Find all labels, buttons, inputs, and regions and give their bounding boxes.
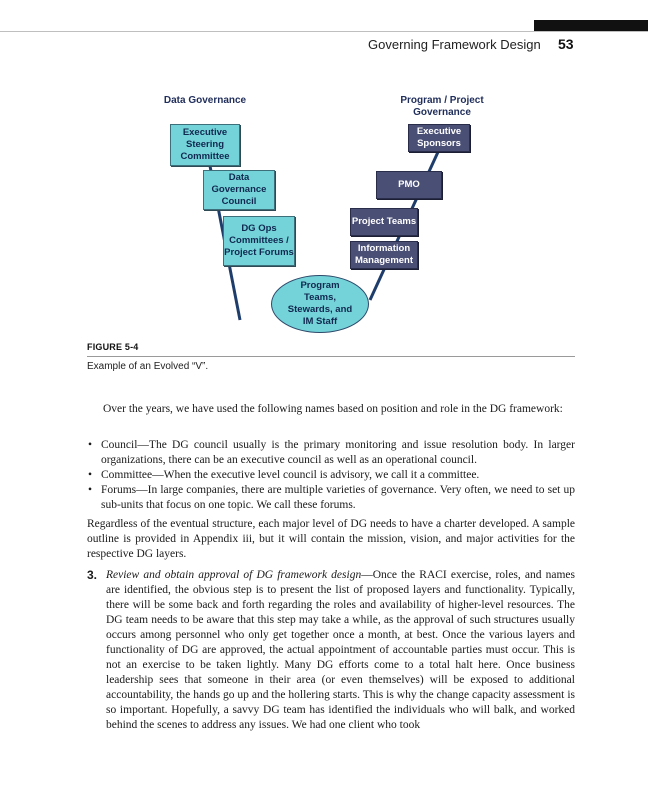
pmo-box: PMO	[376, 171, 442, 199]
figure-caption: Example of an Evolved “V”.	[87, 361, 209, 372]
naming-bullet-list	[87, 438, 575, 513]
executive-sponsors-box: Executive Sponsors	[408, 124, 470, 152]
information-management-box: Information Management	[350, 241, 418, 269]
step-3-text: —Once the RACI exercise, roles, and names are identified, the obvious step is to present the list of proposed layers and functionality. Typically, there will be some back and forth regarding the roles and availability of higher-level resources. The DG team needs to be aware that this step may take a while, as the approval of such structures usually occurs among personnel who only get together once a month, at best. Once the various layers and functionality of DG are approved, the actual appointment of accountable parties must occur. This is not an exercise to be taken lightly. Many DG efforts come to a total halt here. Once business leadership sees that someone in their area (or even themselves) will be exposed to additional accountability, the hands go up and the hollering starts. This is why the change capacity assessment is so important. Hopefully, a savvy DG team has identified the individuals who will balk, and worked behind the scenes to address any issues. We had one client who took	[106, 569, 575, 731]
bullet-council-text: Council—The DG council usually is the primary monitoring and issue resolution body. In larger organizations, there can be an executive council as well as an operational council.	[101, 439, 575, 466]
project-teams-box: Project Teams	[350, 208, 418, 236]
bullet-dot: •	[88, 439, 93, 451]
data-governance-heading: Data Governance	[163, 95, 247, 106]
bullet-committee	[87, 468, 575, 483]
figure-label: FIGURE 5-4	[87, 342, 139, 352]
intro-paragraph: Over the years, we have used the following names based on position and role in the DG framework:	[103, 403, 563, 415]
step-3-body	[106, 568, 575, 733]
page-number: 53	[558, 36, 574, 52]
program-governance-heading: Program / Project Governance	[400, 95, 484, 118]
program-teams-ellipse	[271, 275, 369, 333]
bullet-forums	[87, 483, 575, 513]
program-teams-label: Program Teams, Stewards, and IM Staff	[287, 280, 353, 327]
bullet-council	[87, 438, 575, 468]
bullet-forums-text: Forums—In large companies, there are multiple varieties of governance. Very often, we need to set up sub-units that focus on one topic. We call these forums.	[101, 484, 575, 511]
step-3-number: 3.	[87, 568, 98, 582]
executive-steering-committee-box: Executive Steering Committee	[170, 124, 240, 166]
step-3-item	[87, 568, 575, 733]
dg-ops-committees-box: DG Ops Committees / Project Forums	[223, 216, 295, 266]
bullet-committee-text: Committee—When the executive level council is advisory, we call it a committee.	[101, 469, 480, 481]
bullet-dot: •	[88, 469, 93, 481]
bullet-dot: •	[88, 484, 93, 496]
data-governance-council-box: Data Governance Council	[203, 170, 275, 210]
running-header-title: Governing Framework Design	[368, 37, 541, 52]
step-3-lead: Review and obtain approval of DG framework design	[106, 569, 362, 581]
figure-rule	[87, 356, 575, 357]
charter-paragraph: Regardless of the eventual structure, each major level of DG needs to have a charter developed. A sample outline is provided in Appendix iii, but it will contain the mission, vision, and major activities for the respective DG layers.	[87, 518, 575, 560]
